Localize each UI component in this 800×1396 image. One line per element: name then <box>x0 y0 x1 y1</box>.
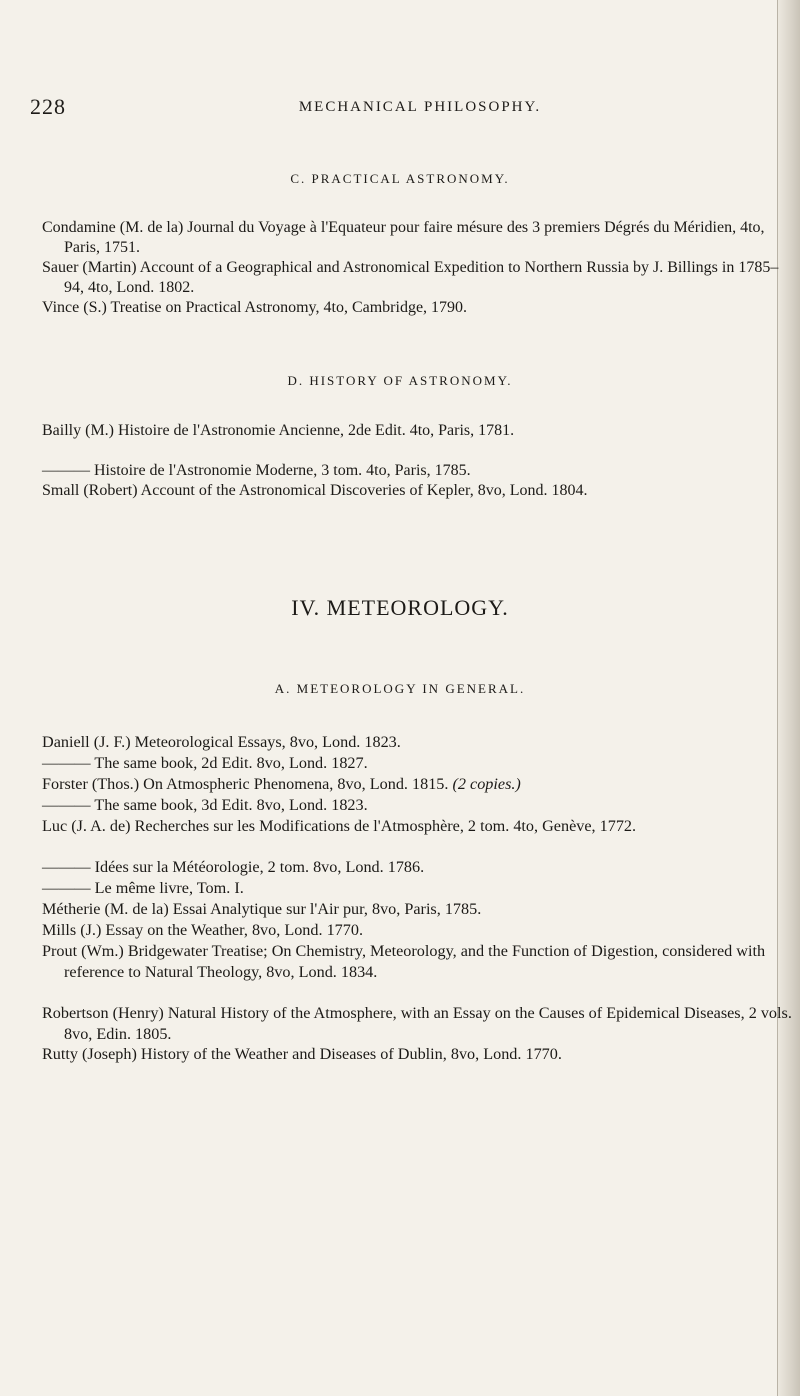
entry-luc-recherches: Luc (J. A. de) Recherches sur les Modifications de l'Atmosphère, 2 tom. 4to, Genève, 1772. <box>42 817 637 835</box>
entry-daniell-2d-edit: ——— The same book, 2d Edit. 8vo, Lond. 1827. <box>42 754 368 772</box>
entry-metherie: Métherie (M. de la) Essai Analytique sur l'Air pur, 8vo, Paris, 1785. <box>42 900 482 918</box>
section-heading-meteorology-in-general: A. METEOROLOGY IN GENERAL. <box>274 681 526 696</box>
section-heading-history-of-astronomy: D. HISTORY OF ASTRONOMY. <box>287 373 513 388</box>
entry-rutty: Rutty (Joseph) History of the Weather and Diseases of Dublin, 8vo, Lond. 1770. <box>42 1045 562 1063</box>
entry-vince: Vince (S.) Treatise on Practical Astronomy, 4to, Cambridge, 1790. <box>42 299 468 316</box>
entry-prout: Prout (Wm.) Bridgewater Treatise; On Chemistry, Meteorology, and the Function of Digestion, considered with reference to Natural Theology, 8vo, Lond. 1834. <box>42 942 766 981</box>
page-gutter-edge <box>777 0 800 1396</box>
entry-robertson: Robertson (Henry) Natural History of the Atmosphere, with an Essay on the Causes of Epidemical Diseases, 2 vols. 8vo, Edin. 1805. <box>42 1004 792 1043</box>
entry-luc-meme-livre: ——— Le même livre, Tom. I. <box>42 879 244 897</box>
entry-forster <box>42 774 792 795</box>
entry-forster-3d-edit: ——— The same book, 3d Edit. 8vo, Lond. 1823. <box>42 796 368 814</box>
entry-daniell: Daniell (J. F.) Meteorological Essays, 8vo, Lond. 1823. <box>42 733 401 751</box>
running-title: MECHANICAL PHILOSOPHY. <box>298 99 542 115</box>
chapter-heading-meteorology: IV. METEOROLOGY. <box>291 595 509 620</box>
entry-bailly-ancienne: Bailly (M.) Histoire de l'Astronomie Ancienne, 2de Edit. 4to, Paris, 1781. <box>42 422 515 439</box>
entry-mills: Mills (J.) Essay on the Weather, 8vo, Lond. 1770. <box>42 921 364 939</box>
entry-sauer: Sauer (Martin) Account of a Geographical and Astronomical Expedition to Northern Russia by J. Billings in 1785–94, 4to, Lond. 1802. <box>42 259 779 296</box>
section-heading-practical-astronomy: C. PRACTICAL ASTRONOMY. <box>290 171 510 186</box>
page-number: 228 <box>30 94 66 119</box>
entry-bailly-moderne: ——— Histoire de l'Astronomie Moderne, 3 tom. 4to, Paris, 1785. <box>42 462 471 479</box>
entry-condamine: Condamine (M. de la) Journal du Voyage à l'Equateur pour faire mésure des 3 premiers Dégrés du Méridien, 4to, Paris, 1751. <box>42 219 765 256</box>
entry-small: Small (Robert) Account of the Astronomical Discoveries of Kepler, 8vo, Lond. 1804. <box>42 482 588 499</box>
running-head <box>30 94 770 120</box>
entry-luc-idees: ——— Idées sur la Météorologie, 2 tom. 8vo, Lond. 1786. <box>42 858 425 876</box>
entry-forster-copies-note: (2 copies.) <box>452 775 521 793</box>
entry-forster-text: Forster (Thos.) On Atmospheric Phenomena, 8vo, Lond. 1815. <box>42 775 449 793</box>
